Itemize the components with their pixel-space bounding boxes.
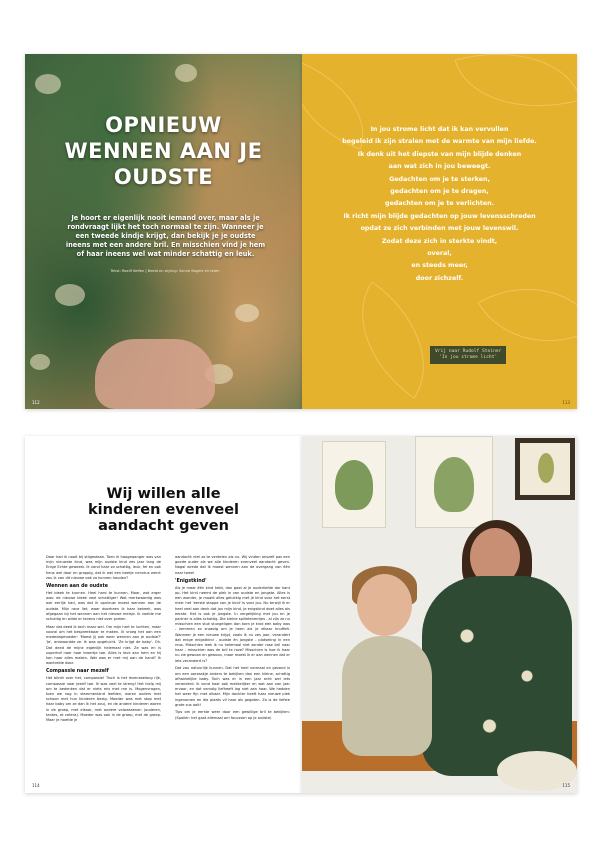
title-line: WENNEN AAN JE xyxy=(64,139,263,163)
page-number: 114 xyxy=(32,783,40,788)
title-line: OPNIEUW xyxy=(105,113,222,137)
paragraph: Dat zou natuurlijk kunnen. Dat het heel normaal en gezond is om een oorzaakje anders te bekijken dan een kleine, schattig afhankelijke baby. Toch was er in een jaar echt wel iets veranderd. Ik vond haar ook makkelijker en wat aan van jaar ervoor, en dat vervolg liefheeft lag niet aan haar. We hadden het weer fijn met elkaar. Mijn dochter heeft haar nieuwe plek ingenomen en die plaats vil haar als gegoten. Zo is de liefste grote zus ooit! xyxy=(175,666,290,707)
poem-line: gedachten om je te verlichten. xyxy=(384,200,495,208)
poem-line: begeleid ik zijn stralen met de warmte van mijn liefde. xyxy=(342,138,537,146)
article-title xyxy=(25,112,302,190)
plant-illustration xyxy=(538,453,554,483)
poem-line: gedachten om je te dragen, xyxy=(390,188,489,196)
poem-line: en steeds meer, xyxy=(411,262,468,270)
poem-line: Zodat deze zich in sterkte vindt, xyxy=(381,237,498,245)
poem-line: overal, xyxy=(427,250,452,258)
attribution-line: Vrij naar Rudolf Steiner xyxy=(435,349,502,354)
article-text-page xyxy=(25,436,302,793)
text-column-left xyxy=(46,555,161,726)
paragraph: Maar dat deed ik toch maar wel. Om mijn hart te luchten, maar vooral om het bespreekbaar te maken. Ik vroeg het aan een mededagmoeder: 'Moest jij ook weer wennen aan je oudste?' 'Ja', antwoordde ze. Ik was opgelucht. 'Ze krijgt de baby'. Oh. Dat deed de mijne eigenlijk helemaal niet. Ze was en is superhof naar haar broertje toe. Alles is leuk aan hem en hij kan haar alles maken. Wat was er met mij aan de hand? Ik wantrelde door. xyxy=(46,624,161,666)
paragraph: Tips om je eerste weer door een gewillige bril te bekijken: (Spoiler: het gaat allemaal om focussen op je oudste) xyxy=(175,710,290,720)
floral-pattern xyxy=(35,74,61,94)
section-title xyxy=(25,486,302,534)
photo-page xyxy=(302,436,577,793)
mother-floral-dress xyxy=(422,576,572,776)
leaf-pattern xyxy=(331,281,456,398)
paragraph: Het bleek te kunnen. Heel hard te kunnen. Maar, wat erger was: de nieuwe bleek veel schattiger! Wat merkwaardig was ook eerlijk had, was dat ik opnieuw moest wennen aan de oudste. Mijn race liet, waar doorheen ik haar bekeek, was afgegaan bij het wennen aan het nieuwe meisje. Ik voelde me schuldig en wilde er tevens niet over praten. xyxy=(46,591,161,622)
poem-line: In jou strome licht dat ik kan vervullen xyxy=(370,126,509,133)
child-body xyxy=(342,636,432,756)
text-column-right xyxy=(175,555,290,723)
framed-print xyxy=(515,438,575,500)
poem-line: Ik denk uit het diepste van mijn blijde denken xyxy=(357,150,522,158)
page-number: 115 xyxy=(562,783,570,788)
poem-attribution xyxy=(430,346,506,364)
floral-pattern xyxy=(55,284,85,306)
botanical-print xyxy=(322,441,386,528)
leaf-pattern xyxy=(455,54,577,129)
poem-line: Gedachten om je te sterken, xyxy=(389,175,490,183)
subheading: Wennen aan de oudste xyxy=(46,584,109,590)
floral-pattern xyxy=(30,354,50,370)
article-credits: Tekst: Roelif Kelfen | Beeld en styling: Sanne Bogert en team xyxy=(110,269,220,273)
poem-line: aan wat zich in jou beweegt. xyxy=(388,163,491,171)
floral-pattern xyxy=(175,64,197,82)
plant-illustration xyxy=(335,460,373,510)
print-paper xyxy=(520,443,570,495)
subheading: 'Enigstkind' xyxy=(175,578,207,584)
title-line: OUDSTE xyxy=(113,165,214,189)
paragraph: Het blinkt over het, compassie! Tisch is het levensbelang rijk, compassie naar jezelf toe. Ik was veel te streng! Het hielp mij om te bedenken dat er niets mis met me is. Mogenvragen, toen we nog in stammenland leefden, waren ouders met schoon met hun kinderen bezig. Moeder was met stop met haar baby om ze dan ik het zou), en de andere kinderen waren in de groep, met elkaar, met andere volwassenen (ouderen, tantes, et cetera). Moeder was ook in de groep, met de groep. Maar je hoefde je xyxy=(46,676,161,722)
poem-page xyxy=(302,54,577,409)
botanical-print xyxy=(415,436,493,528)
title-line: kinderen evenveel xyxy=(87,502,240,518)
subheading: Compassie naar mezelf xyxy=(46,669,109,675)
floral-pattern xyxy=(235,304,259,322)
title-line: Wij willen alle xyxy=(106,486,221,502)
title-line: aandacht geven xyxy=(98,518,229,534)
photo-hands xyxy=(95,339,215,409)
paragraph: Als je maar één kind hebt, dan gaat al je ouderliefde dar kant op. Het kind neemt de plek in van oudste en jongste. Alles is een wonder, je maakt alles gelukkig met je kind voor het eerst mee: het 'eerste stappe van je kind' is voor jou. Nu terwijl ik er heel veel aan denk dat jou mijn kind, je enigskind doet alles als eerste. Het is ook je jongste. In vergelijking met jou en je partner is alles schattig. Die kleine spilletenentjes - al zijn ze nu misschien een stuk stungeligen dan toen je kind een baby was - kemmen zo snoezig om je heen als je elkaar knuffelt. Wanneer je een nieuwe krijgt, zoals ik nu zes jaar, verandert dat enige enigstkind - oudste én jongste - plotseling in een reus. Misschien leek ik nu helemaal niet zonder rose bril naar haar - misschien was de bril te roze? Misschien is hoe ik haar nu zie gewoon en gewoon, maar moest ik er aan wennen dat er iets veranderd is? xyxy=(175,585,291,663)
article-lead: Je hoort er eigenlijk nooit iemand over, maar als je rondvraagt lijkt het toch normaal te zijn. Wanneer je een tweede kindje krijgt, dan bekijk je je oudste ineens met een andere bril. En misschien vind je hem of haar ineens wel wat minder schattig en leuk. xyxy=(65,214,266,258)
paragraph: aandacht niet zo te verdelen als nu. Wij vinden onszelf pas een goede ouder als we alle kinderen evenveel aandacht geven. Nogal wrede dat ik moest wennen aan de overgang van één naar twee! xyxy=(175,555,290,575)
paragraph: Daar had ik nooit bij stilgestaan. Toen ik hoogzwanger was van mijn nieuwste kind, was mijn oudste kind zes jaar lang de Enige Echte geweest. Ik vond haar zo schattig, leuk, fel en ook heus wel door en grappig, dat ik wel een beetje nerveus werd: zou ik van dit nieuwe ook zo kunnen houden? xyxy=(46,555,161,580)
plant-illustration xyxy=(434,457,474,512)
page-number: 113 xyxy=(562,400,570,405)
page-number: 112 xyxy=(32,400,40,405)
poem-line: door zichzelf. xyxy=(415,274,464,282)
child-face xyxy=(357,574,412,636)
article-opening-page xyxy=(25,54,302,409)
poem-text xyxy=(302,124,577,285)
attribution-line: 'In jou strome licht' xyxy=(439,355,498,360)
poem-line: opdat ze zich verbinden met jouw levenswil. xyxy=(360,225,519,233)
poem-line: Ik richt mijn blijde gedachten op jouw levensschreden xyxy=(343,212,536,220)
